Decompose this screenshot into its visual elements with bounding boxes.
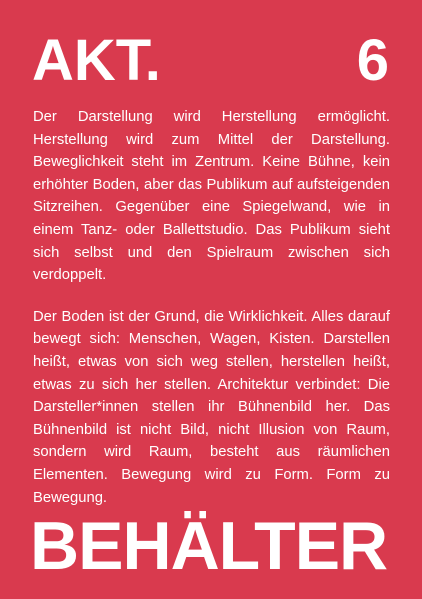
paragraph-2: Der Boden ist der Grund, die Wirklichkeit. Alles darauf bewegt sich: Menschen, Wagen, Kisten. Darstellen heißt, etwas von sich weg stellen, herstellen heißt, etwas zu sich her stellen. Architektur verbindet: Die Darsteller*innen stellen ihr Bühnenbild her. Das Bühnenbild ist nicht Bild, nicht Illusion von Raum, sondern wird Raum, besteht aus räumlichen Elementen. Bewegung wird zu Form. Form zu Bewegung. xyxy=(33,308,390,506)
cover-body-text xyxy=(33,106,390,509)
act-number: 6 xyxy=(356,28,389,93)
act-label: AKT. xyxy=(32,28,161,93)
cover-title: BEHÄLTER xyxy=(30,508,388,584)
paragraph-1: Der Darstellung wird Herstellung ermöglicht. Herstellung wird zum Mittel der Darstellung. Beweglichkeit steht im Zentrum. Keine Bühne, kein erhöhter Boden, aber das Publikum auf aufsteigenden Sitzreihen. Gegenüber eine Spiegelwand, wie in einem Tanz- oder Ballettstudio. Das Publikum sieht sich selbst und den Spielraum zwischen sich verdoppelt. xyxy=(33,109,390,284)
cover-header xyxy=(32,26,389,96)
